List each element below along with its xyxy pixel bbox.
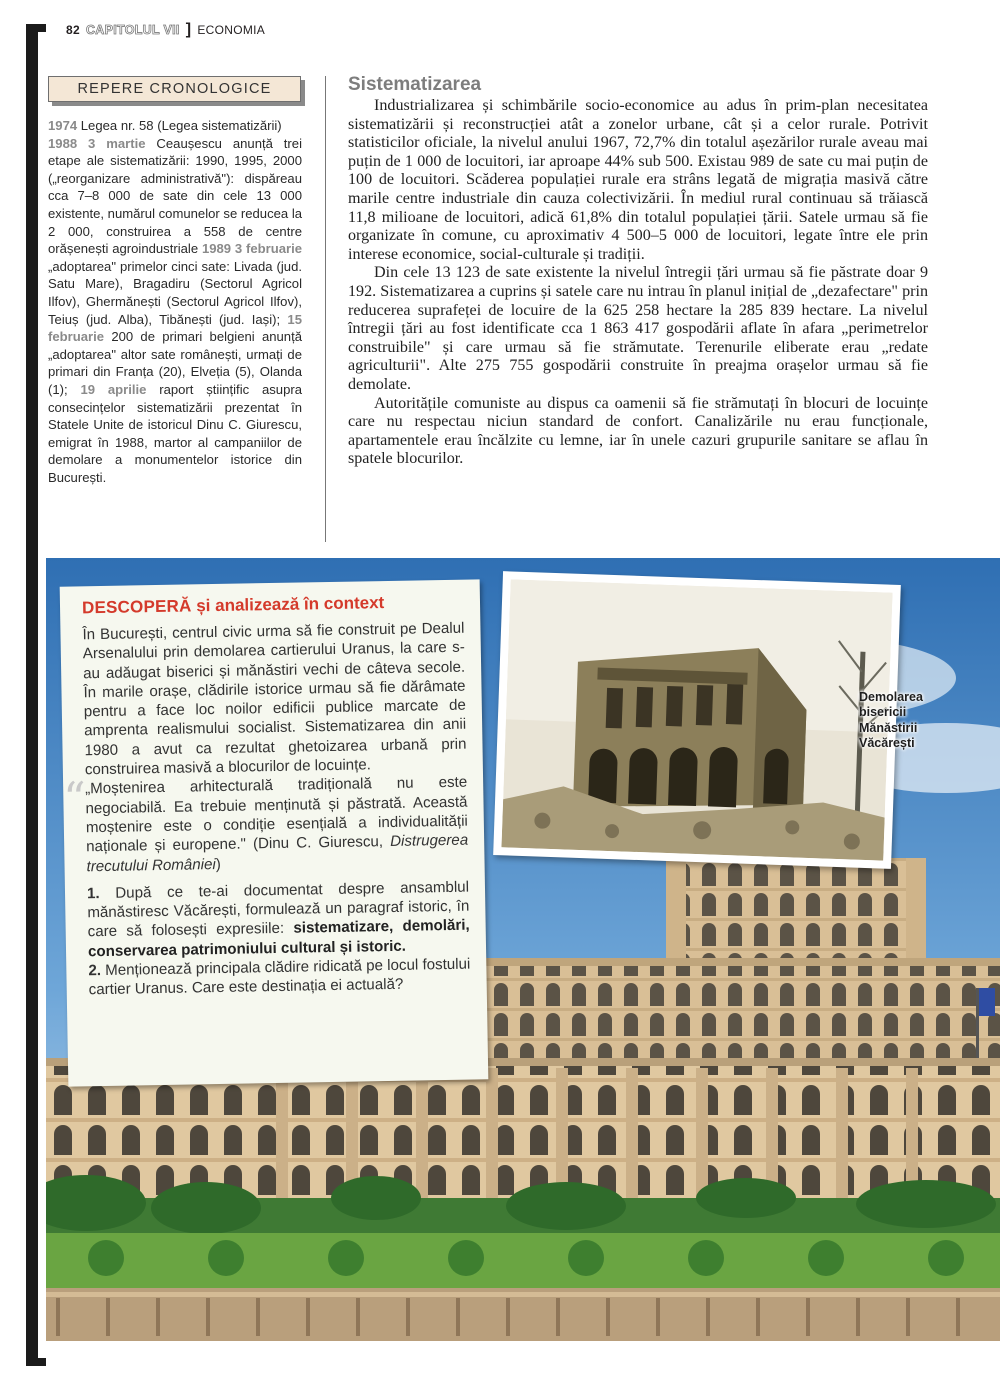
task-1-keywords: sistematizare, demolări, conservarea patrimoniului cultural și istoric. bbox=[87, 917, 470, 961]
chronology-list bbox=[48, 117, 302, 486]
chapter-bracket: ] bbox=[185, 21, 192, 38]
task-2-number: 2. bbox=[88, 962, 102, 980]
page-number: 82 bbox=[66, 23, 80, 37]
discover-intro: În București, centrul civic urma să fie construit pe Dealul Arsenalului prin demolarea cartierului Uranus, la care s-au adăugat biserici și mănăstiri vechi de câteva secole. În marile orașe, clădirile istorice urmau să fie dărâmate pentru a face loc noilor edificii publice marcate de amprenta realismului socialist. Sistematizarea din anii 1980 a avut ca rezultat ghetoizarea urbană prin construirea masivă a blocurilor de locuințe. bbox=[82, 619, 467, 779]
chronology-text: raport științific asupra consecințelor sistematizării prezentat în Statele Unite de istoricul Dinu C. Giurescu, emigrat în 1988, martor al campaniilor de demolare a monumentelor istorice din București. bbox=[48, 381, 302, 485]
chronology-year: 15 februarie bbox=[48, 311, 302, 345]
chronology-year: 19 aprilie bbox=[80, 381, 147, 397]
article-paragraph: Din cele 13 123 de sate existente la nivelul întregii țări urmau să fie păstrate doar 9 192. Sistematizarea a cuprins și satele care nu intrau în planul inițial de „dezafectare" prin reducerea suprafeței de locuire de la 625 258 hectare la 285 839 hectare. La nivelul întregii țări au fost identificate cca 1 863 417 gospodării aflate în afara „perimetrelor construibile" și care urmau să fie strămutate. Terenurile eliberate erau „redate agriculturii". Alte 275 755 gospodării construite în preajma orașelor urmau să fie demolate. bbox=[348, 264, 928, 393]
photo-caption-text: Demolarea bisericii Mănăstirii Văcărești bbox=[859, 690, 923, 751]
article-paragraph: Autoritățile comuniste au dispus ca oamenii să fie strămutați în blocuri de locuințe care nu respectau niciun standard de confort. Canalizările nu erau funcționale, apartamentele erau încălzite cu lemne, iar în unele cazuri grupurile sanitare se aflau în spatele blocurilor. bbox=[348, 394, 928, 468]
chronology-text: Ceaușescu anunță trei etape ale sistematizării: 1990, 1995, 2000 („reorganizare administrativă"): dispăreau cca 7–8 000 de sate din cele 13 000 existente, numărul comunelor se reducea la 2 000, construirea a 558 de centre orășenești agroindustriale bbox=[48, 135, 303, 257]
page-bracket bbox=[26, 24, 46, 1366]
chronology-text: Legea nr. 58 (Legea sistematizării) bbox=[77, 118, 282, 133]
task-1-number: 1. bbox=[86, 884, 100, 903]
chronology-text: 200 de primari belgieni anunță „adoptarea" altor sate românești, urmați de primari din Franța (20), Elveția (5), Olanda (1); bbox=[48, 329, 302, 397]
discover-card bbox=[60, 579, 489, 1086]
chronology-year: 1989 3 februarie bbox=[201, 241, 303, 257]
discover-tasks bbox=[87, 877, 471, 999]
article-paragraph: Industrializarea și schimbările socio-economice au adus în prim-plan necesitatea sistematizării și reconstrucției atât a zonelor urbane, cât și a celor rurale. Potrivit statisticilor oficiale, la nivelul anului 1967, 72,7% din totalul așezărilor rurale aveau mai puțin de 1 000 de locuitori, iar aproape 44% sub 500. Existau 989 de sate cu mai puțin de 100 de locuitori. Scăderea populației rurale era strâns legată de migrația masivă către marile centre industriale din cauza colectivizării. În mediul rural continuau să trăiască 11,8 milioane de locuitori, adică 61,8% din totalul populației țării. Satele urmau să fie organizate în comune, cu aproximativ 4 500–5 000 de locuitori, legate între ele prin interese economice, social-culturale și tradiții. bbox=[348, 97, 928, 263]
photo-caption bbox=[859, 690, 925, 752]
section-label: ECONOMIA bbox=[197, 23, 266, 37]
quote-mark-icon: “ bbox=[62, 773, 87, 826]
vacaresti-photo bbox=[493, 571, 901, 869]
discover-title-rest: și analizează în context bbox=[191, 593, 385, 616]
quote-source: Distrugerea trecutului României bbox=[86, 831, 469, 875]
section-title: Sistematizarea bbox=[348, 74, 482, 95]
chapter-label: CAPITOLUL VII bbox=[85, 23, 180, 37]
running-head bbox=[66, 21, 265, 39]
chronology-year: 1974 bbox=[48, 118, 78, 133]
task-1 bbox=[87, 877, 470, 961]
task-1-text: După ce te-ai documentat despre ansamblul mănăstiresc Văcărești, formulează un paragraf istoric, în care să folosești expresiile: bbox=[87, 878, 470, 941]
quote-end: ) bbox=[215, 855, 221, 873]
article-body bbox=[348, 97, 928, 469]
chronology-title-box bbox=[48, 76, 301, 102]
discover-title bbox=[82, 592, 464, 619]
quote-text bbox=[85, 773, 469, 876]
chronology-year: 1988 3 martie bbox=[48, 135, 146, 151]
chronology-text: „adoptarea" primelor cinci sate: Livada (jud. Satu Mare), Bragadiru (Sectorul Agricol Ilfov), Ghermănești (Sectorul Agricol Ilfov), Teiuș (jud. Alba), Tibănești (jud. Iași); bbox=[48, 258, 302, 327]
quote-body: „Moștenirea arhitecturală tradițională nu este negociabilă. Ea trebuie menținută și păstrată. Această moștenire este o condiție esențială a individualității naționale și europene." (Dinu C. Giurescu, bbox=[85, 773, 468, 856]
task-2-text: Menționează principala clădire ridicată pe locul fostului cartier Uranus. Care este destinația ei actuală? bbox=[88, 955, 471, 999]
discover-quote bbox=[62, 773, 469, 876]
chronology-title: REPERE CRONOLOGICE bbox=[77, 81, 272, 97]
discover-title-caps: DESCOPERĂ bbox=[81, 596, 192, 618]
column-divider bbox=[325, 76, 326, 542]
task-2 bbox=[88, 955, 471, 1000]
